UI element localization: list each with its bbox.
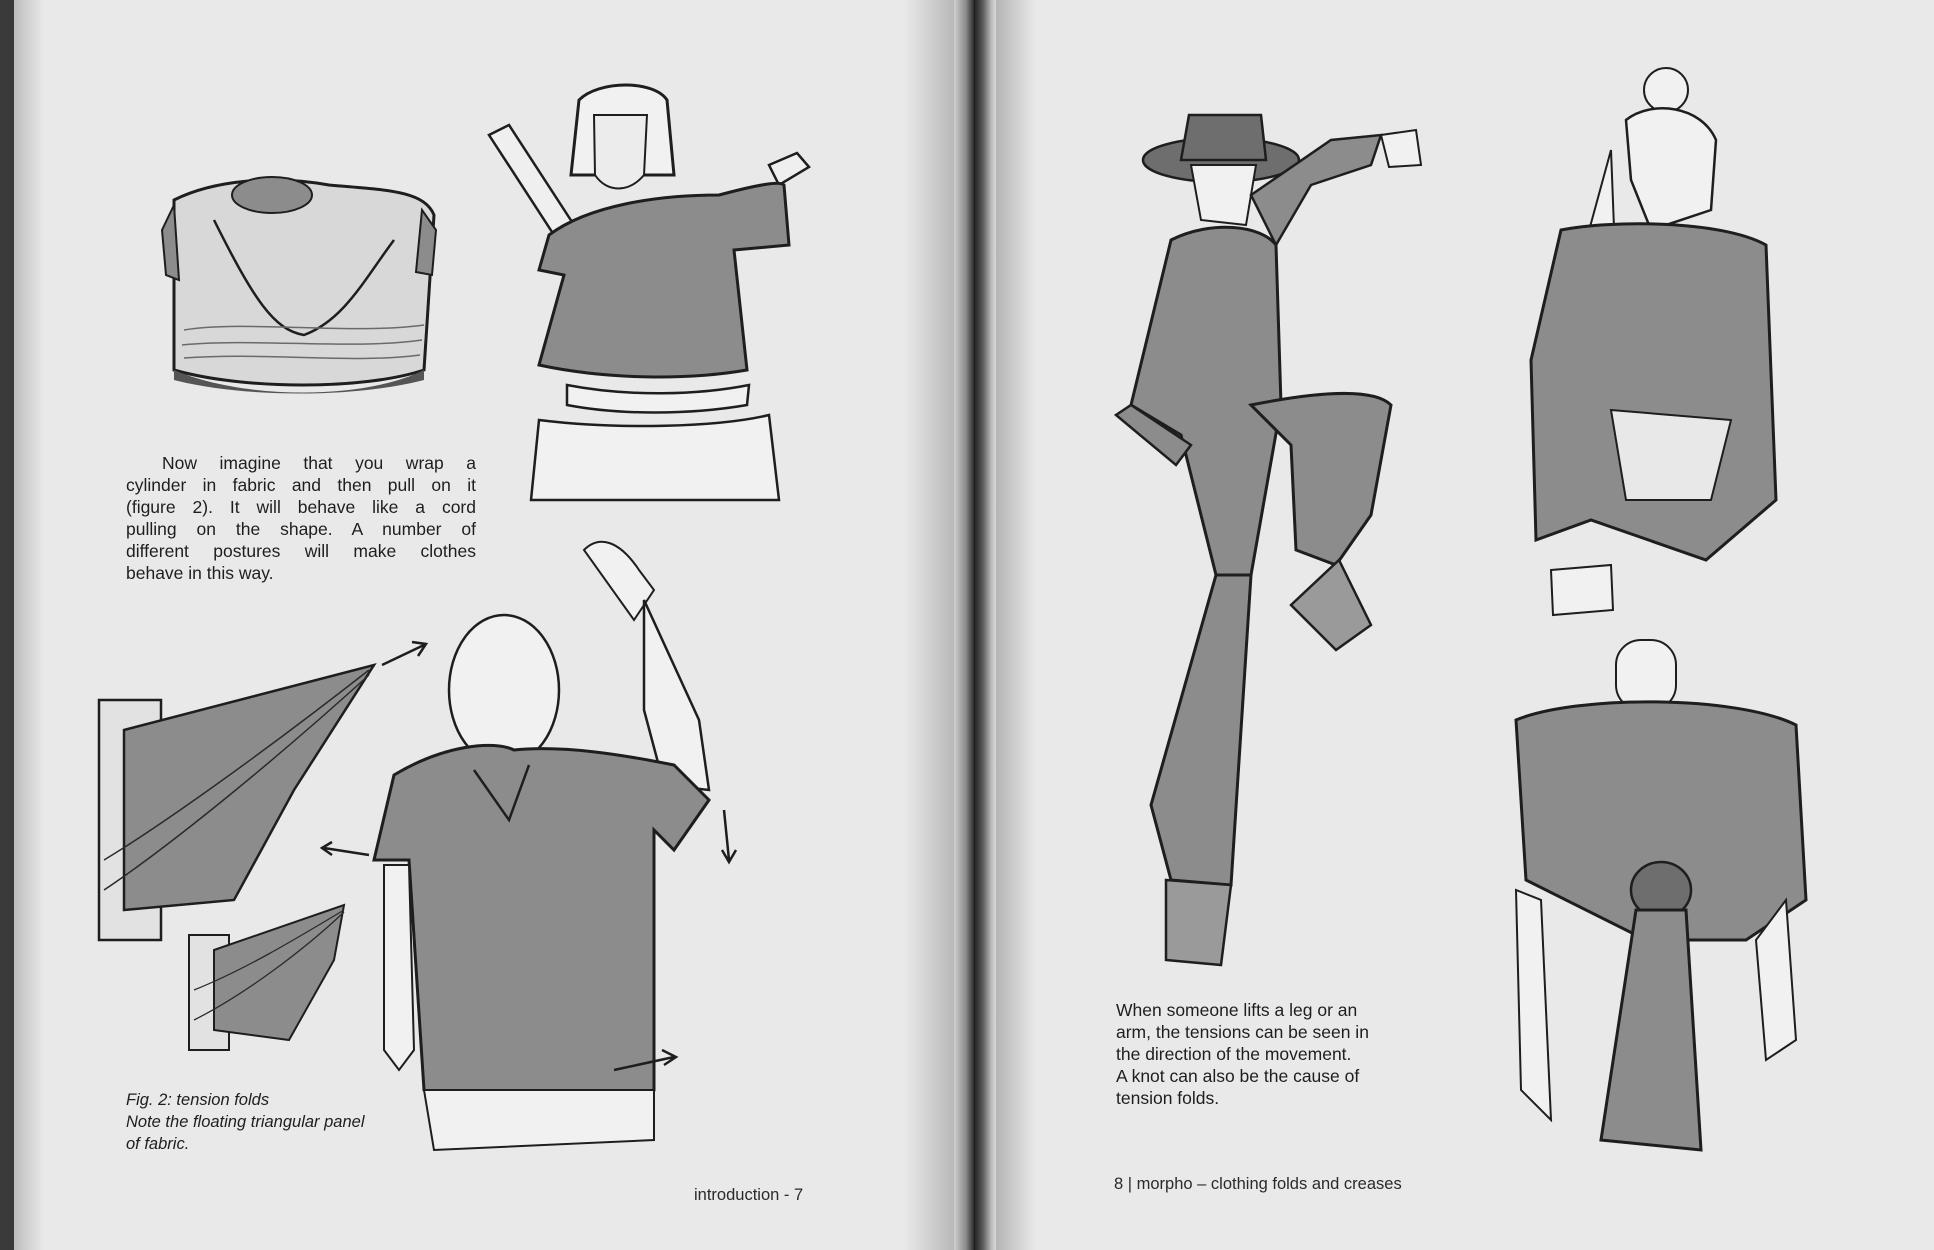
- paragraph-line: tension folds.: [1116, 1088, 1220, 1108]
- paragraph-line: different postures will make clothes: [126, 541, 476, 561]
- paragraph-line: arm, the tensions can be seen in: [1116, 1022, 1369, 1042]
- paragraph-line: behave in this way.: [126, 563, 274, 583]
- right-page: [996, 0, 1934, 1250]
- left-page: [14, 0, 954, 1250]
- shawl-figure-illustration: [1521, 60, 1821, 620]
- polo-shirt-figure-illustration: [354, 530, 824, 1190]
- page-folio-right: 8 | morpho – clothing folds and creases: [1114, 1175, 1402, 1193]
- paragraph-line: Now imagine that you wrap a: [162, 453, 476, 473]
- book-gutter-right: [974, 0, 996, 1250]
- body-paragraph-right: [1116, 999, 1369, 1109]
- figure-caption: [126, 1089, 365, 1155]
- paragraph-line: the direction of the movement.: [1116, 1044, 1352, 1064]
- caption-line: of fabric.: [126, 1135, 190, 1153]
- caption-line: Fig. 2: tension folds: [126, 1091, 270, 1109]
- caption-line: Note the floating triangular panel: [126, 1113, 365, 1131]
- paragraph-line: A knot can also be the cause of: [1116, 1066, 1360, 1086]
- draped-cylinder-illustration: [154, 160, 454, 400]
- paragraph-line: When someone lifts a leg or an: [1116, 1000, 1358, 1020]
- paragraph-line: (figure 2). It will behave like a cord: [126, 497, 476, 517]
- paragraph-line: pulling on the shape. A number of: [126, 519, 476, 539]
- knotted-shawl-mannequin-illustration: [1496, 640, 1826, 1170]
- page-folio-left: introduction - 7: [694, 1186, 804, 1204]
- paragraph-line: cylinder in fabric and then pull on it: [126, 475, 476, 495]
- cropped-top-figure-illustration: [479, 75, 869, 505]
- book-gutter-left: [954, 0, 974, 1250]
- suit-hat-figure-illustration: [1071, 105, 1471, 985]
